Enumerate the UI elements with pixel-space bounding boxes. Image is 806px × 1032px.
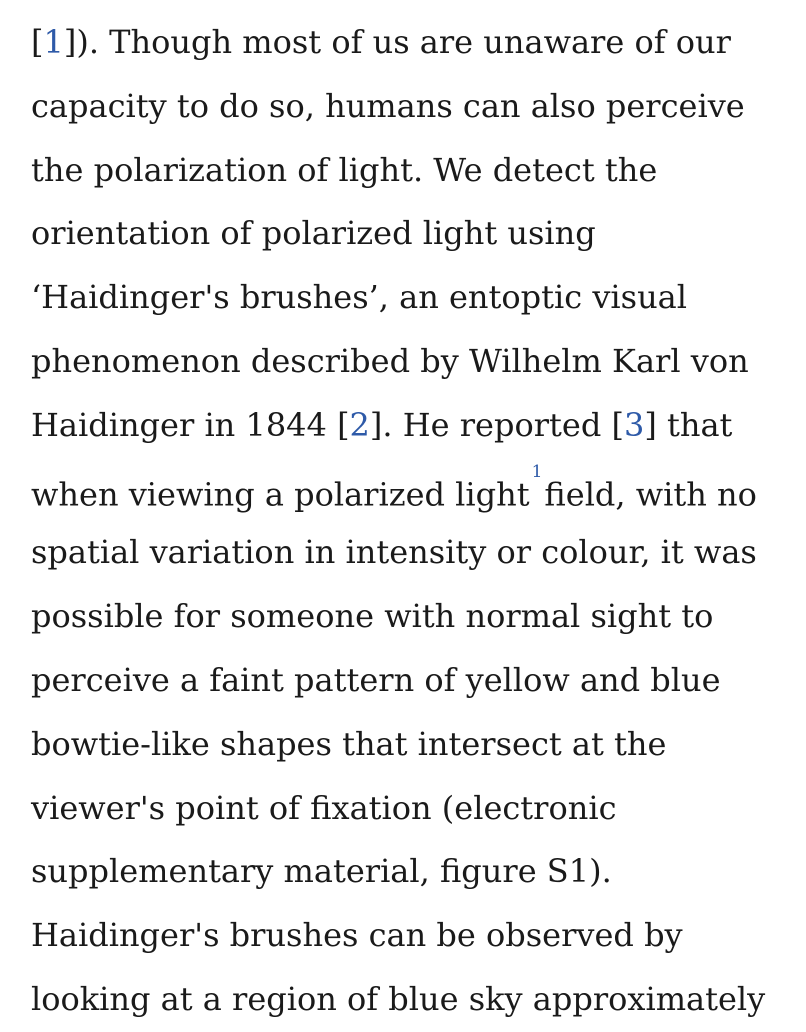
citation-link-3[interactable]: 3 xyxy=(623,405,645,444)
citation-link-2[interactable]: 2 xyxy=(349,405,370,444)
text-line: orientation of polarized light using xyxy=(31,214,596,253)
line-text: ] that xyxy=(644,405,733,444)
line-text: field, with no xyxy=(544,475,757,514)
text-line: bowtie-like shapes that intersect at the xyxy=(31,724,667,763)
text-line: phenomenon described by Wilhelm Karl von xyxy=(31,341,749,380)
text-line xyxy=(31,394,806,458)
text-line: ‘Haidinger's brushes’, an entoptic visual xyxy=(31,278,687,317)
text-line xyxy=(31,458,806,522)
footnote-link-1[interactable]: 1 xyxy=(531,462,543,483)
body-paragraph xyxy=(31,11,806,1032)
line-text: when viewing a polarized light xyxy=(31,475,530,514)
text-line: possible for someone with normal sight to xyxy=(31,597,714,636)
text-line: capacity to do so, humans can also perceive xyxy=(31,86,745,125)
citation-link-1[interactable]: 1 xyxy=(43,23,64,61)
bracket-open: [ xyxy=(31,23,44,61)
text-line: viewer's point of fixation (electronic xyxy=(31,788,617,827)
text-line: the polarization of light. We detect the xyxy=(31,150,658,189)
text-line xyxy=(31,11,806,75)
text-line: spatial variation in intensity or colour, it was xyxy=(31,533,757,572)
line-text: ]. He reported [ xyxy=(369,405,624,444)
line-text: Haidinger in 1844 [ xyxy=(31,405,350,444)
text-line: Haidinger's brushes can be observed by xyxy=(31,916,683,955)
line-text: ]). Though most of us are unaware of our xyxy=(63,23,731,61)
text-line: supplementary material, figure S1). xyxy=(31,852,612,891)
text-line: perceive a faint pattern of yellow and blue xyxy=(31,660,721,699)
text-line: looking at a region of blue sky approximately xyxy=(31,979,766,1018)
